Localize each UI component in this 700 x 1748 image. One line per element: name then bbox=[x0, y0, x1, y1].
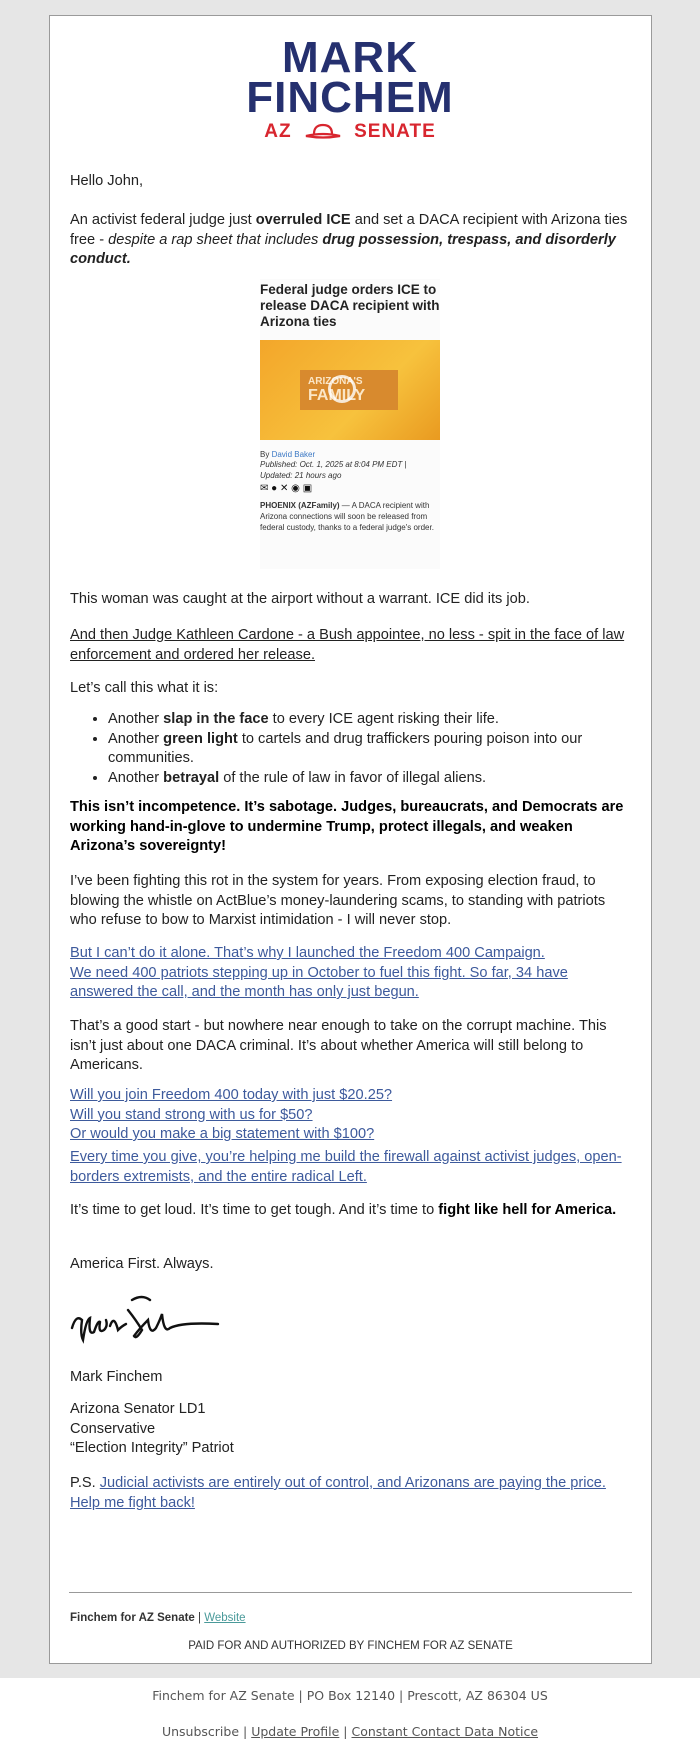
title-line: Arizona Senator LD1 bbox=[70, 1401, 206, 1417]
firewall-link[interactable]: Every time you give, you’re helping me build the firewall against activist judges, open-borders extremists, and the entire radical Left. bbox=[70, 1149, 622, 1185]
paragraph: Let’s call this what it is: bbox=[70, 680, 219, 696]
updated: Updated: 21 hours ago bbox=[260, 471, 342, 480]
linkedin-icon: ▣ bbox=[302, 483, 313, 494]
title-line: “Election Integrity” Patriot bbox=[70, 1440, 234, 1456]
list-item bbox=[108, 769, 630, 789]
donation-links bbox=[70, 1086, 630, 1145]
text: Another bbox=[108, 711, 164, 727]
data-notice-link[interactable]: Constant Contact Data Notice bbox=[351, 1724, 539, 1739]
bullet-list bbox=[70, 710, 630, 788]
title-line: Conservative bbox=[70, 1420, 156, 1437]
news-article-image[interactable] bbox=[260, 279, 440, 569]
text: By bbox=[260, 450, 272, 459]
text: to cartels and drug traffickers pouring poison into our communities. bbox=[108, 730, 583, 766]
text: — A DACA recipient with Arizona connections will soon be released from federal custody, thanks to a federal judge's order. bbox=[260, 501, 434, 532]
text: Another bbox=[108, 769, 164, 786]
text: slap in the face bbox=[163, 711, 269, 727]
author: David Baker bbox=[271, 450, 316, 459]
unsubscribe-link[interactable]: Unsubscribe bbox=[161, 1724, 240, 1739]
text: betrayal bbox=[163, 769, 220, 786]
text: drug possession, trespass, and disorderly conduct. bbox=[70, 231, 616, 267]
email-icon: ✉ bbox=[260, 483, 269, 494]
footer-org bbox=[70, 1612, 246, 1624]
paragraph: I’ve been fighting this rot in the system for years. From exposing election fraud, to blowing the whistle on ActBlue’s money-laundering scams, to standing with patriots who refuse to bow to Marxist intimidation - I will never stop. bbox=[70, 873, 606, 928]
byline bbox=[260, 450, 440, 459]
share-icons bbox=[260, 483, 440, 494]
text: | bbox=[194, 1612, 205, 1624]
signature-image bbox=[70, 1290, 220, 1350]
text: FAMILY bbox=[308, 387, 366, 404]
signoff: America First. Always. bbox=[70, 1256, 214, 1272]
paragraph: This woman was caught at the airport without a warrant. ICE did its job. bbox=[70, 591, 530, 607]
list-item bbox=[108, 730, 630, 769]
mailing-address: Finchem for AZ Senate | PO Box 12140 | Prescott, AZ 86304 US bbox=[152, 1688, 548, 1703]
freedom-400-goal-link[interactable]: We need 400 patriots stepping up in October to fuel this fight. So far, 34 have answered the call, and the month has only just begun. bbox=[70, 964, 568, 1000]
logo-senate: SENATE bbox=[354, 121, 436, 142]
text: PHOENIX (AZFamily) bbox=[260, 501, 340, 510]
x-icon: ✕ bbox=[280, 483, 289, 494]
list-item bbox=[108, 710, 630, 730]
signer-titles bbox=[70, 1400, 630, 1459]
text: and set a DACA recipient with Arizona ties free - bbox=[70, 212, 628, 248]
text: overruled ICE bbox=[255, 212, 351, 228]
postscript bbox=[70, 1474, 630, 1513]
hat-icon bbox=[304, 123, 342, 139]
facebook-icon: ● bbox=[271, 483, 278, 494]
donate-50-link[interactable]: Will you stand strong with us for $50? bbox=[70, 1106, 313, 1123]
paragraph-underlined: And then Judge Kathleen Cardone - a Bush appointee, no less - spit in the face of law enforcement and ordered her release. bbox=[70, 627, 625, 663]
pinterest-icon: ◉ bbox=[291, 483, 300, 494]
campaign-links bbox=[70, 944, 630, 1003]
text: It’s time to get loud. It’s time to get tough. And it’s time to bbox=[70, 1202, 439, 1218]
footer-divider bbox=[69, 1592, 632, 1593]
paid-for-disclaimer: PAID FOR AND AUTHORIZED BY FINCHEM FOR AZ SENATE bbox=[188, 1640, 513, 1652]
published: Published: Oct. 1, 2025 at 8:04 PM EDT | bbox=[260, 460, 407, 469]
text: Another bbox=[108, 730, 164, 747]
greeting: Hello John, bbox=[70, 173, 144, 189]
campaign-logo bbox=[0, 33, 700, 144]
text: fight like hell for America. bbox=[438, 1202, 617, 1218]
article-headline: Federal judge orders ICE to release DACA recipient with Arizona ties bbox=[260, 282, 440, 329]
ps-link[interactable]: Judicial activists are entirely out of control, and Arizonans are paying the price. Help me fight back! bbox=[70, 1475, 606, 1511]
signer-name: Mark Finchem bbox=[70, 1369, 163, 1385]
bold-paragraph: This isn’t incompetence. It’s sabotage. Judges, bureaucrats, and Democrats are working hand-in-glove to undermine Trump, protect illegals, and weaken Arizona’s sovereignty! bbox=[70, 799, 624, 854]
donate-100-link[interactable]: Or would you make a big statement with $100? bbox=[70, 1126, 375, 1142]
text: An activist federal judge just bbox=[70, 212, 256, 228]
logo-az: AZ bbox=[264, 121, 292, 142]
ps-label: P.S. bbox=[70, 1475, 100, 1491]
video-thumbnail[interactable] bbox=[260, 340, 440, 440]
play-icon bbox=[328, 375, 356, 403]
update-profile-link[interactable]: Update Profile bbox=[251, 1724, 340, 1739]
donate-20-link[interactable]: Will you join Freedom 400 today with just $20.25? bbox=[70, 1087, 393, 1103]
paragraph: That’s a good start - but nowhere near enough to take on the corrupt machine. This isn’t just about one DACA criminal. It’s about whether America will still belong to Americans. bbox=[70, 1018, 607, 1073]
website-link[interactable]: Website bbox=[204, 1612, 246, 1624]
paragraph bbox=[70, 1201, 630, 1221]
logo-line2: FINCHEM bbox=[246, 73, 454, 122]
logo-line1: MARK bbox=[282, 33, 418, 82]
logo-line3 bbox=[0, 120, 700, 144]
text: green light bbox=[163, 730, 238, 747]
text: to every ICE agent risking their life. bbox=[268, 711, 499, 727]
freedom-400-link[interactable]: But I can’t do it alone. That’s why I launched the Freedom 400 Campaign. bbox=[70, 945, 545, 961]
intro-paragraph bbox=[70, 211, 630, 270]
text: Finchem for AZ Senate bbox=[70, 1612, 195, 1624]
text: of the rule of law in favor of illegal aliens. bbox=[219, 769, 487, 786]
footer-links: Unsubscribe | Update Profile | Constant Contact Data Notice bbox=[161, 1724, 539, 1739]
text: ARIZONA'S bbox=[308, 376, 363, 387]
text: despite a rap sheet that includes bbox=[108, 231, 323, 248]
